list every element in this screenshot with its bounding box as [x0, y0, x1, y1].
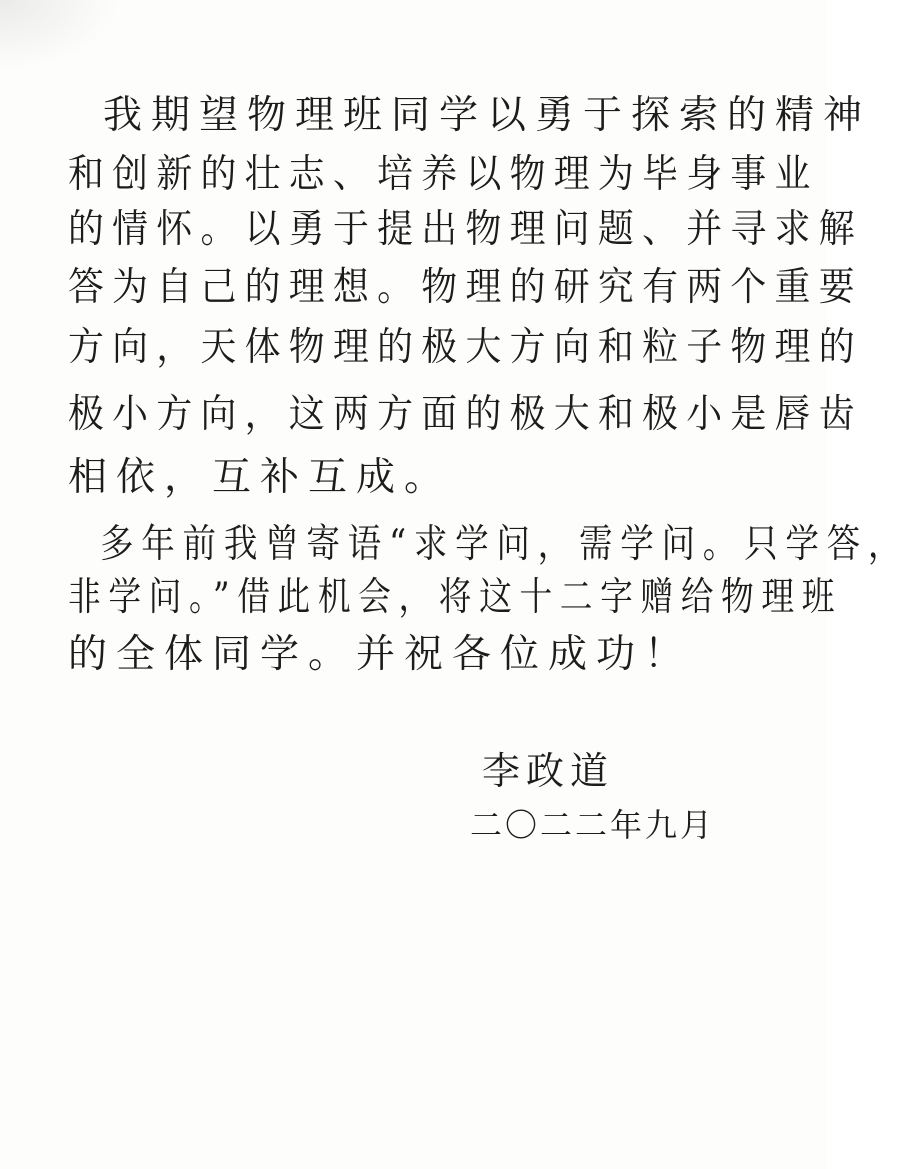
signature-name: 李政道	[482, 749, 615, 793]
letter-line: 答为自己的理想。物理的研究有两个重要	[68, 265, 863, 310]
letter-line: 的情怀。以勇于提出物理问题、并寻求解	[68, 207, 863, 252]
letter-line: 多年前我曾寄语“求学问，需学问。只学答，	[100, 522, 909, 567]
letter-line: 极小方向，这两方面的极大和极小是唇齿	[68, 392, 863, 437]
letter-line: 我期望物理班同学以勇于探索的精神	[103, 93, 872, 138]
letter-line: 的全体同学。并祝各位成功！	[68, 632, 693, 677]
signature-date: 二〇二二年九月	[470, 806, 716, 844]
letter-line: 方向，天体物理的极大方向和粒子物理的	[68, 325, 863, 370]
letter-line: 相依，互补互成。	[68, 455, 453, 500]
letter-line: 和创新的壮志、培养以物理为毕身事业	[68, 152, 819, 197]
letter-line: 非学问。”借此机会，将这十二字赠给物理班	[68, 575, 843, 620]
